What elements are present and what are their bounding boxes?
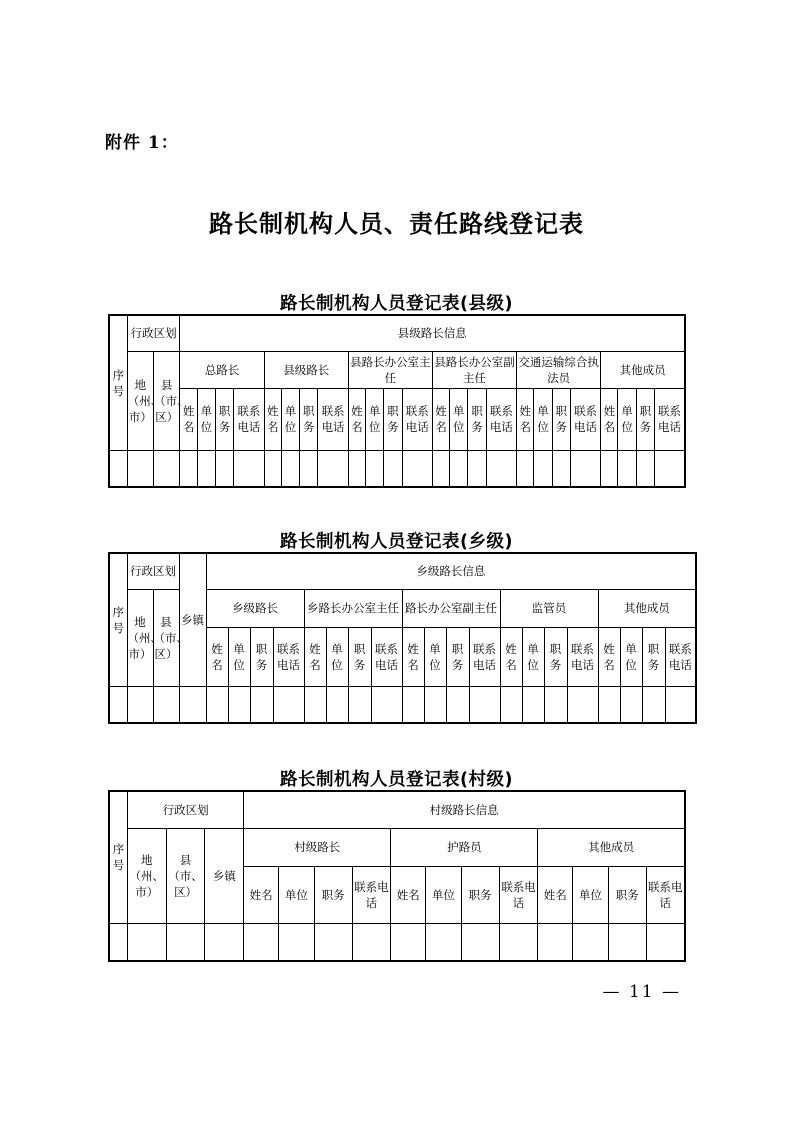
field-header: 单位	[228, 627, 250, 686]
group-header: 村级路长	[244, 828, 391, 866]
field-header: 联系电话	[486, 388, 516, 450]
data-cell[interactable]	[127, 450, 153, 487]
data-cell[interactable]	[244, 923, 279, 961]
data-cell[interactable]	[109, 923, 127, 961]
field-header: 姓名	[538, 866, 573, 923]
field-header: 单位	[326, 627, 348, 686]
data-cell[interactable]	[534, 450, 552, 487]
data-cell[interactable]	[432, 450, 449, 487]
data-cell[interactable]	[228, 686, 250, 723]
data-cell[interactable]	[646, 923, 685, 961]
field-header: 联系电话	[665, 627, 696, 686]
field-header: 姓名	[180, 388, 197, 450]
field-header: 职务	[314, 866, 352, 923]
data-cell[interactable]	[314, 923, 352, 961]
field-header: 姓名	[348, 388, 365, 450]
info-header: 村级路长信息	[244, 791, 685, 828]
region-header: 行政区划	[127, 315, 180, 351]
field-header: 姓名	[500, 627, 522, 686]
region-col-prefecture: 地（州、市）	[127, 828, 166, 923]
field-header: 职务	[468, 388, 486, 450]
township-table-title: 路长制机构人员登记表(乡级)	[280, 532, 513, 552]
data-cell[interactable]	[426, 923, 462, 961]
field-header: 单位	[534, 388, 552, 450]
data-cell[interactable]	[450, 450, 468, 487]
data-cell[interactable]	[402, 450, 432, 487]
data-cell[interactable]	[371, 686, 402, 723]
data-cell[interactable]	[620, 686, 642, 723]
info-header: 县级路长信息	[180, 315, 685, 351]
data-cell[interactable]	[279, 923, 315, 961]
data-cell[interactable]	[538, 923, 573, 961]
data-cell[interactable]	[573, 923, 609, 961]
data-cell[interactable]	[300, 450, 318, 487]
data-cell[interactable]	[486, 450, 516, 487]
field-header: 联系电话	[371, 627, 402, 686]
field-header: 联系电话	[402, 388, 432, 450]
township-table	[108, 552, 697, 724]
region-col-prefecture: 地（州、市）	[127, 589, 153, 686]
region-col-county: 县（市、区）	[153, 589, 179, 686]
data-cell[interactable]	[215, 450, 233, 487]
county-table-title: 路长制机构人员登记表(县级)	[280, 294, 513, 314]
data-cell[interactable]	[304, 686, 326, 723]
field-header: 联系电话	[352, 866, 391, 923]
data-cell[interactable]	[352, 923, 391, 961]
group-header: 其他成员	[538, 828, 685, 866]
field-header: 职务	[552, 388, 570, 450]
field-header: 姓名	[598, 627, 620, 686]
field-header: 职务	[384, 388, 402, 450]
data-cell[interactable]	[601, 450, 618, 487]
group-header: 交通运输综合执法员	[517, 351, 601, 388]
data-cell[interactable]	[281, 450, 299, 487]
field-header: 联系电话	[570, 388, 600, 450]
data-cell[interactable]	[180, 450, 197, 487]
data-cell[interactable]	[166, 923, 205, 961]
data-cell[interactable]	[517, 450, 534, 487]
field-header: 联系电话	[654, 388, 685, 450]
field-header: 联系电话	[469, 627, 500, 686]
page-number: — 11 —	[602, 982, 681, 1002]
region-col-prefecture: 地（州、市）	[127, 351, 153, 450]
field-header: 职务	[642, 627, 665, 686]
data-cell[interactable]	[348, 450, 365, 487]
group-header: 护路员	[391, 828, 538, 866]
data-cell[interactable]	[499, 923, 538, 961]
data-cell[interactable]	[127, 923, 166, 961]
data-cell[interactable]	[469, 686, 500, 723]
field-header: 单位	[620, 627, 642, 686]
field-header: 单位	[450, 388, 468, 450]
group-header: 县路长办公室副主任	[432, 351, 516, 388]
group-header: 总路长	[180, 351, 264, 388]
data-cell[interactable]	[273, 686, 304, 723]
data-cell[interactable]	[544, 686, 567, 723]
field-header: 姓名	[244, 866, 279, 923]
main-title: 路长制机构人员、责任路线登记表	[209, 209, 584, 238]
data-cell[interactable]	[461, 923, 499, 961]
group-header: 其他成员	[598, 589, 696, 627]
data-cell[interactable]	[154, 450, 180, 487]
field-header: 姓名	[391, 866, 426, 923]
region-header: 行政区划	[127, 553, 179, 589]
group-header: 县路长办公室主任	[348, 351, 432, 388]
region-header: 行政区划	[127, 791, 243, 828]
data-cell[interactable]	[205, 923, 244, 961]
group-header: 乡级路长	[206, 589, 304, 627]
region-col-county: 县（市、区）	[154, 351, 180, 450]
field-header: 单位	[522, 627, 544, 686]
data-cell[interactable]	[384, 450, 402, 487]
col-seq: 序号	[109, 553, 127, 686]
field-header: 单位	[424, 627, 446, 686]
field-header: 单位	[618, 388, 636, 450]
data-cell[interactable]	[654, 450, 685, 487]
field-header: 联系电话	[318, 388, 348, 450]
data-cell[interactable]	[127, 686, 153, 723]
field-header: 职务	[461, 866, 499, 923]
data-cell[interactable]	[366, 450, 384, 487]
data-cell[interactable]	[446, 686, 469, 723]
field-header: 职务	[544, 627, 567, 686]
field-header: 职务	[250, 627, 273, 686]
data-cell[interactable]	[206, 686, 228, 723]
col-town: 乡镇	[205, 828, 244, 923]
field-header: 联系电话	[567, 627, 598, 686]
data-cell[interactable]	[402, 686, 424, 723]
col-town: 乡镇	[179, 553, 206, 686]
data-cell[interactable]	[500, 686, 522, 723]
data-cell[interactable]	[109, 450, 127, 487]
col-seq: 序号	[109, 791, 127, 923]
info-header: 乡级路长信息	[206, 553, 696, 589]
group-header: 路长办公室副主任	[402, 589, 500, 627]
field-header: 单位	[279, 866, 315, 923]
field-header: 姓名	[432, 388, 449, 450]
data-cell[interactable]	[318, 450, 348, 487]
data-cell[interactable]	[522, 686, 544, 723]
group-header: 乡路长办公室主任	[304, 589, 402, 627]
data-cell[interactable]	[197, 450, 215, 487]
field-header: 联系电话	[499, 866, 538, 923]
data-cell[interactable]	[264, 450, 281, 487]
data-cell[interactable]	[234, 450, 264, 487]
data-cell[interactable]	[348, 686, 371, 723]
field-header: 单位	[573, 866, 609, 923]
data-cell[interactable]	[636, 450, 654, 487]
field-header: 职务	[636, 388, 654, 450]
data-cell[interactable]	[567, 686, 598, 723]
field-header: 职务	[608, 866, 646, 923]
field-header: 姓名	[517, 388, 534, 450]
col-seq: 序号	[109, 315, 127, 450]
field-header: 姓名	[304, 627, 326, 686]
field-header: 职务	[348, 627, 371, 686]
group-header: 监管员	[500, 589, 598, 627]
field-header: 联系电话	[273, 627, 304, 686]
data-cell[interactable]	[153, 686, 179, 723]
attachment-label: 附件 1：	[105, 133, 179, 153]
village-table	[108, 790, 686, 962]
field-header: 职务	[446, 627, 469, 686]
field-header: 单位	[366, 388, 384, 450]
data-cell[interactable]	[598, 686, 620, 723]
data-cell[interactable]	[665, 686, 696, 723]
region-col-county: 县（市、区）	[166, 828, 205, 923]
data-cell[interactable]	[570, 450, 600, 487]
data-cell[interactable]	[424, 686, 446, 723]
field-header: 姓名	[264, 388, 281, 450]
village-table-title: 路长制机构人员登记表(村级)	[280, 770, 513, 790]
data-cell[interactable]	[109, 686, 127, 723]
data-cell[interactable]	[468, 450, 486, 487]
field-header: 单位	[281, 388, 299, 450]
field-header: 姓名	[601, 388, 618, 450]
data-cell[interactable]	[618, 450, 636, 487]
field-header: 职务	[215, 388, 233, 450]
field-header: 姓名	[206, 627, 228, 686]
county-table	[108, 314, 686, 488]
data-cell[interactable]	[552, 450, 570, 487]
data-cell[interactable]	[642, 686, 665, 723]
field-header: 单位	[426, 866, 462, 923]
field-header: 联系电话	[234, 388, 264, 450]
data-cell[interactable]	[250, 686, 273, 723]
group-header: 县级路长	[264, 351, 348, 388]
data-cell[interactable]	[391, 923, 426, 961]
group-header: 其他成员	[601, 351, 685, 388]
field-header: 姓名	[402, 627, 424, 686]
field-header: 单位	[197, 388, 215, 450]
field-header: 联系电话	[646, 866, 685, 923]
data-cell[interactable]	[179, 686, 206, 723]
field-header: 职务	[300, 388, 318, 450]
data-cell[interactable]	[326, 686, 348, 723]
data-cell[interactable]	[608, 923, 646, 961]
